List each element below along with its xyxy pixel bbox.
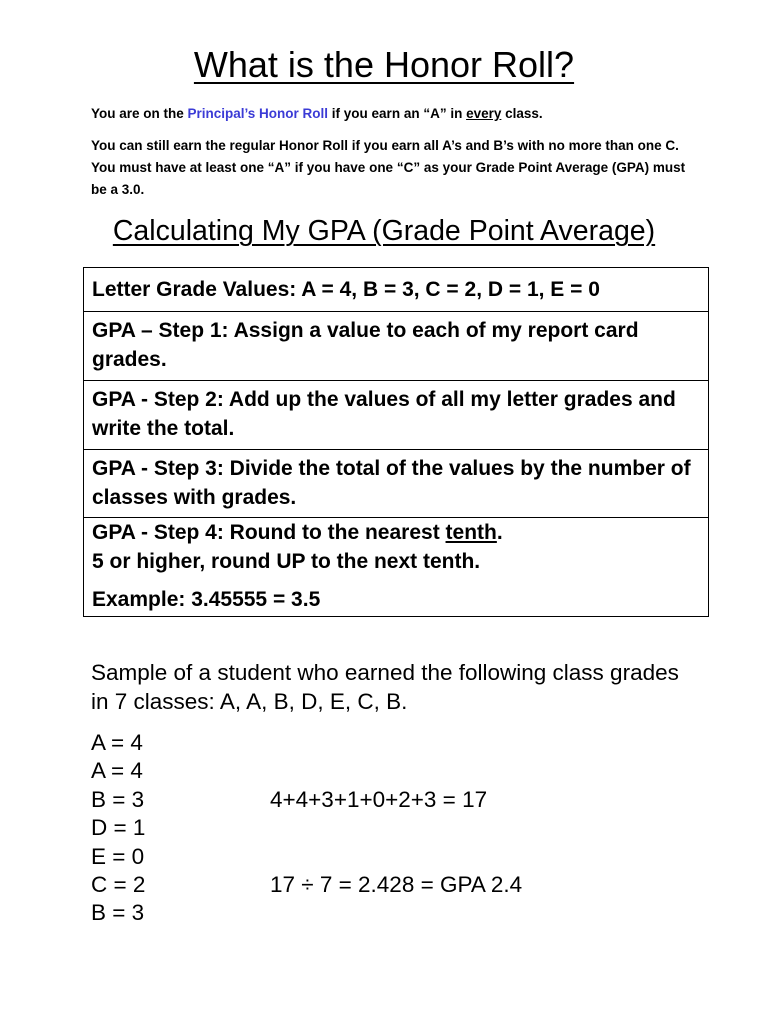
- grade-value-item: B = 3: [91, 900, 145, 926]
- intro-text: class.: [501, 106, 543, 121]
- honor-roll-paragraph: You can still earn the regular Honor Roll if you earn all A’s and B’s with no more than one C. You must have at least one “A” if you have one “C” as your Grade Point Average (GPA) must be a 3.0.: [91, 138, 686, 197]
- intro-text: You are on the: [91, 106, 188, 121]
- intro-text: if you earn an “A” in: [328, 106, 467, 121]
- grade-value-item: A = 4: [91, 730, 143, 755]
- rounding-example: Example: 3.45555 = 3.5: [92, 588, 321, 611]
- rounding-rule: 5 or higher, round UP to the next tenth.: [92, 549, 481, 573]
- letter-grade-values-row: Letter Grade Values: A = 4, B = 3, C = 2, D = 1, E = 0: [84, 268, 708, 312]
- every-emphasis: every: [466, 106, 502, 121]
- step-3-row: GPA - Step 3: Divide the total of the values by the number of classes with grades.: [84, 450, 708, 518]
- sample-description: Sample of a student who earned the following class grades in 7 classes: A, A, B, D, E, C, B.: [91, 660, 679, 714]
- gpa-steps-table: [83, 267, 709, 617]
- sum-calculation: 4+4+3+1+0+2+3 = 17: [270, 787, 488, 812]
- step-1-row: GPA – Step 1: Assign a value to each of my report card grades.: [84, 312, 708, 381]
- grade-value-item: C = 2: [91, 872, 146, 898]
- principal-honor-roll-label: Principal’s Honor Roll: [187, 106, 329, 121]
- tenth-emphasis: tenth: [445, 521, 497, 544]
- grade-values-list: [91, 729, 145, 928]
- step-4-row: [84, 518, 708, 616]
- grade-value-item: B = 3: [91, 786, 145, 812]
- grade-value-item: A = 4: [91, 758, 143, 784]
- section-title: Calculating My GPA (Grade Point Average): [112, 215, 656, 247]
- grade-value-item: E = 0: [91, 843, 145, 869]
- gpa-calculation: 17 ÷ 7 = 2.428 = GPA 2.4: [270, 872, 523, 897]
- principal-honor-roll-paragraph: [91, 103, 691, 125]
- step-2-row: GPA - Step 2: Add up the values of all my letter grades and write the total.: [84, 381, 708, 450]
- grade-value-item: D = 1: [91, 815, 146, 841]
- page-title: What is the Honor Roll?: [193, 44, 575, 85]
- step-4-text: GPA - Step 4: Round to the nearest: [92, 521, 446, 544]
- step-4-period: .: [496, 521, 503, 544]
